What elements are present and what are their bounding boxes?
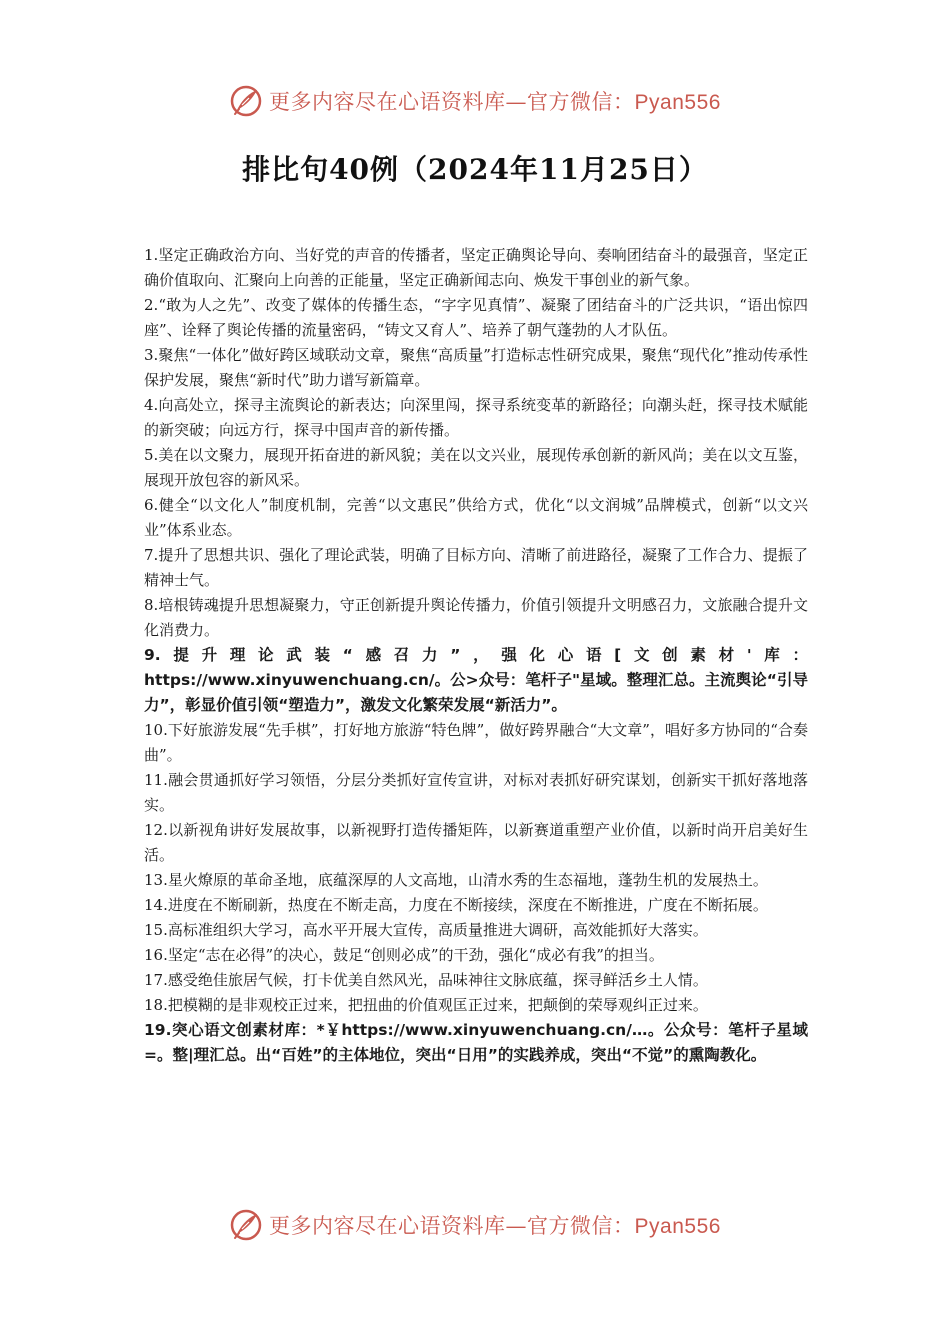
item-text: 健全“以文化人”制度机制，完善“以文惠民”供给方式，优化“以文润城”品牌模式，创新“以文兴业”体系业态。 [144,496,808,539]
item-text: 进度在不断刷新，热度在不断走高，力度在不断接续，深度在不断推进，广度在不断拓展。 [167,896,768,914]
item-number: 17. [144,971,168,989]
list-item [144,293,808,343]
list-item [144,943,808,968]
item-number: 8. [144,596,159,614]
item-number: 9. [144,646,161,664]
list-item [144,243,808,293]
item-text: 聚焦“一体化”做好跨区域联动文章，聚焦“高质量”打造标志性研究成果，聚焦“现代化”推动传承性保护发展，聚焦“新时代”助力谱写新篇章。 [144,346,808,389]
list-item [144,1018,808,1068]
item-text: 美在以文聚力，展现开拓奋进的新风貌；美在以文兴业，展现传承创新的新风尚；美在以文互鉴，展现开放包容的新风采。 [144,446,808,489]
item-text: 星火燎原的革命圣地，底蕴深厚的人文高地，山清水秀的生态福地，蓬勃生机的发展热土。 [167,871,768,889]
list-item [144,718,808,768]
item-number: 13. [144,871,168,889]
list-item [144,918,808,943]
list-item [144,993,808,1018]
banner-text: 更多内容尽在心语资料库—官方微信：Pyan556 [269,90,721,114]
item-text: 把模糊的是非观校正过来，把扭曲的价值观匡正过来，把颠倒的荣辱观纠正过来。 [167,996,708,1014]
banner-text: 更多内容尽在心语资料库—官方微信：Pyan556 [269,1214,721,1238]
list-item [144,643,808,718]
list-item [144,968,808,993]
list-item [144,543,808,593]
item-text: 坚定正确政治方向、当好党的声音的传播者，坚定正确舆论导向、奏响团结奋斗的最强音，坚定正确价值取向、汇聚向上向善的正能量，坚定正确新闻志向、焕发干事创业的新气象。 [144,246,808,289]
list-item [144,818,808,868]
list-item [144,593,808,643]
item-text: 高标准组织大学习，高水平开展大宣传，高质量推进大调研，高效能抓好大落实。 [167,921,708,939]
item-number: 18. [144,996,168,1014]
item-text: 突心语文创素材库：*￥https://www.xinyuwenchuang.cn/…。公众号：笔杆子星域=。整|理汇总。出“百姓”的主体地位，突出“日用”的实践养成，突出“不觉”的熏陶教化。 [144,1021,808,1064]
item-text: 以新视角讲好发展故事，以新视野打造传播矩阵，以新赛道重塑产业价值，以新时尚开启美好生活。 [144,821,808,864]
item-number: 19. [144,1021,172,1039]
quill-logo-icon [229,84,263,118]
list-item [144,893,808,918]
list-item [144,393,808,443]
item-text: 向高处立，探寻主流舆论的新表达；向深里闯，探寻系统变革的新路径；向潮头赶，探寻技术赋能的新突破；向远方行，探寻中国声音的新传播。 [144,396,808,439]
header-banner [0,84,950,118]
item-number: 10. [144,721,168,739]
item-number: 14. [144,896,168,914]
item-number: 1. [144,246,159,264]
quill-logo-icon [229,1208,263,1242]
list-item [144,493,808,543]
item-text: 培根铸魂提升思想凝聚力，守正创新提升舆论传播力，价值引领提升文明感召力，文旅融合提升文化消费力。 [144,596,808,639]
item-number: 3. [144,346,159,364]
footer-banner [0,1208,950,1242]
item-text: “敢为人之先”、改变了媒体的传播生态，“字字见真情”、凝聚了团结奋斗的广泛共识，“语出惊四座”、诠释了舆论传播的流量密码，“铸文又育人”、培养了朝气蓬勃的人才队伍。 [144,296,808,339]
item-text: 融会贯通抓好学习领悟，分层分类抓好宣传宣讲，对标对表抓好研究谋划，创新实干抓好落地落实。 [144,771,808,814]
item-text: 下好旅游发展“先手棋”，打好地方旅游“特色牌”，做好跨界融合“大文章”，唱好多方协同的“合奏曲”。 [144,721,808,764]
item-number: 7. [144,546,159,564]
list-item [144,768,808,818]
item-text: 提升了思想共识、强化了理论武装，明确了目标方向、清晰了前进路径，凝聚了工作合力、提振了精神士气。 [144,546,808,589]
item-number: 2. [144,296,159,314]
list-item [144,343,808,393]
item-number: 4. [144,396,159,414]
page-title: 排比句40例（2024年11月25日） [242,153,708,186]
item-text: 感受绝佳旅居气候，打卡优美自然风光，品味神往文脉底蕴，探寻鲜活乡土人情。 [167,971,708,989]
list-item [144,868,808,893]
list-item [144,443,808,493]
item-number: 16. [144,946,168,964]
item-number: 12. [144,821,168,839]
item-number: 11. [144,771,168,789]
document-body [144,243,808,1068]
item-number: 5. [144,446,159,464]
item-text: 坚定“志在必得”的决心，鼓足“创则必成”的干劲，强化“成必有我”的担当。 [167,946,664,964]
item-number: 6. [144,496,159,514]
item-text: 提升理论武装“感召力”，强化心语[文创素材'库：https://www.xinyuwenchuang.cn/。公>众号：笔杆子"星域。整理汇总。主流舆论“引导力”，彰显价值引领“塑造力”，激发文化繁荣发展“新活力”。 [144,646,808,714]
item-number: 15. [144,921,168,939]
